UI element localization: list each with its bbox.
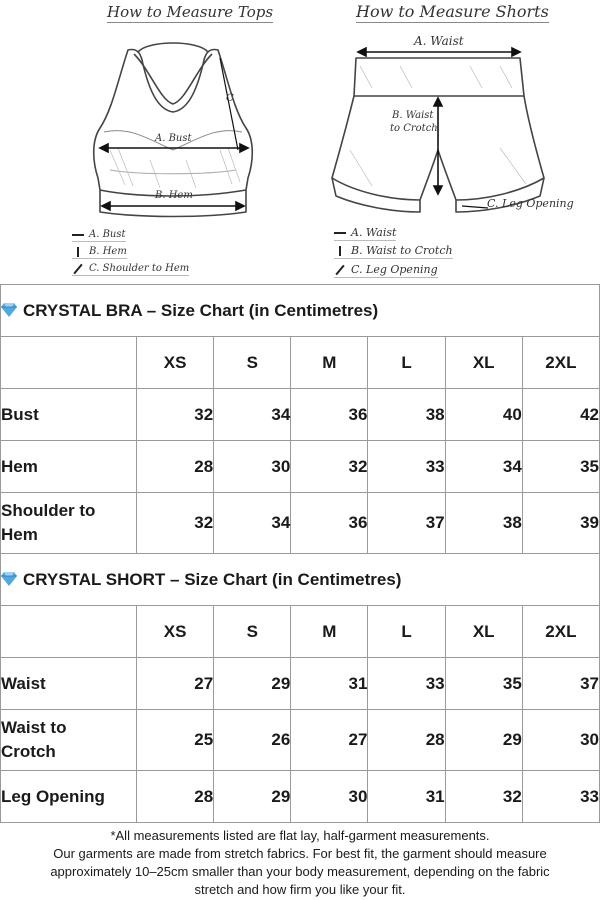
stretch-note-line: stretch and how firm you like your fit. [194,882,406,897]
fit-notes [0,827,600,899]
vertical-line-icon [334,246,346,256]
header-empty-cell [1,337,137,389]
stretch-note-line: approximately 10–25cm smaller than your body measurement, depending on the fabric [50,864,550,879]
table-cell: 29 [445,710,522,771]
vertical-line-icon [72,247,84,257]
table-cell: 33 [522,771,599,823]
hem-label: B. Hem [155,190,193,201]
size-header: M [291,337,368,389]
table-cell: 37 [522,658,599,710]
table-cell: 32 [137,389,214,441]
size-header: S [214,606,291,658]
row-label: Bust [1,389,137,441]
shoulder-label: C [226,93,234,104]
diamond-icon [1,303,17,317]
shorts-legend-leg: C. Leg Opening [334,263,438,278]
row-label: Leg Opening [1,771,137,823]
table-cell: 30 [522,710,599,771]
table-row [1,658,600,710]
tops-legend-bust: A. Bust [72,229,126,242]
table-cell: 26 [214,710,291,771]
table-cell: 36 [291,493,368,554]
row-label: Waist [1,658,137,710]
waist-label: A. Waist [414,34,464,48]
table-cell: 42 [522,389,599,441]
row-label: Hem [1,441,137,493]
shorts-legend-waist: A. Waist [334,226,396,241]
size-header: XS [137,337,214,389]
line-icon [72,230,84,240]
size-header: XL [445,337,522,389]
bust-label: A. Bust [155,133,192,144]
bra-size-header-row [1,337,600,389]
table-cell: 30 [291,771,368,823]
measure-guide [0,0,600,284]
crotch-label-line2: to Crotch [390,123,438,134]
table-cell: 32 [445,771,522,823]
short-size-header-row [1,606,600,658]
flat-lay-note: *All measurements listed are flat lay, half-garment measurements. [110,828,490,843]
table-cell: 31 [291,658,368,710]
diagonal-line-icon [72,264,84,274]
table-row [1,389,600,441]
table-cell: 32 [137,493,214,554]
table-cell: 34 [214,493,291,554]
stretch-note-line: Our garments are made from stretch fabrics. For best fit, the garment should measure [53,846,547,861]
size-header: L [368,606,445,658]
diagonal-line-icon [334,265,346,275]
leg-opening-label: C. Leg Opening [487,197,574,210]
size-header: S [214,337,291,389]
table-cell: 35 [522,441,599,493]
table-cell: 33 [368,658,445,710]
row-label: Waist to Crotch [1,710,137,771]
table-cell: 28 [368,710,445,771]
size-header: M [291,606,368,658]
size-header: XS [137,606,214,658]
line-icon [334,228,346,238]
shorts-guide-title: How to Measure Shorts [356,2,549,21]
size-header: 2XL [522,606,599,658]
table-row [1,710,600,771]
crotch-label-line1: B. Waist [392,110,434,121]
table-row [1,441,600,493]
short-size-table [0,553,600,823]
table-cell: 39 [522,493,599,554]
table-cell: 30 [214,441,291,493]
table-cell: 40 [445,389,522,441]
table-cell: 27 [291,710,368,771]
bra-table-title: CRYSTAL BRA – Size Chart (in Centimetres) [1,285,600,337]
table-cell: 36 [291,389,368,441]
table-cell: 27 [137,658,214,710]
table-cell: 31 [368,771,445,823]
table-cell: 35 [445,658,522,710]
table-cell: 29 [214,658,291,710]
table-cell: 28 [137,771,214,823]
table-cell: 33 [368,441,445,493]
table-cell: 38 [445,493,522,554]
size-header: L [368,337,445,389]
tops-legend-shoulder: C. Shoulder to Hem [72,263,189,276]
table-cell: 25 [137,710,214,771]
table-cell: 28 [137,441,214,493]
row-label: Shoulder to Hem [1,493,137,554]
table-row [1,771,600,823]
short-table-title: CRYSTAL SHORT – Size Chart (in Centimetres) [1,554,600,606]
table-cell: 29 [214,771,291,823]
tops-guide-title: How to Measure Tops [107,3,274,21]
size-header: XL [445,606,522,658]
table-cell: 32 [291,441,368,493]
table-row [1,493,600,554]
table-cell: 38 [368,389,445,441]
table-cell: 37 [368,493,445,554]
table-cell: 34 [214,389,291,441]
shorts-legend-crotch: B. Waist to Crotch [334,244,453,259]
tops-legend-hem: B. Hem [72,246,127,259]
bra-size-table [0,284,600,554]
header-empty-cell [1,606,137,658]
diamond-icon [1,572,17,586]
size-header: 2XL [522,337,599,389]
table-cell: 34 [445,441,522,493]
